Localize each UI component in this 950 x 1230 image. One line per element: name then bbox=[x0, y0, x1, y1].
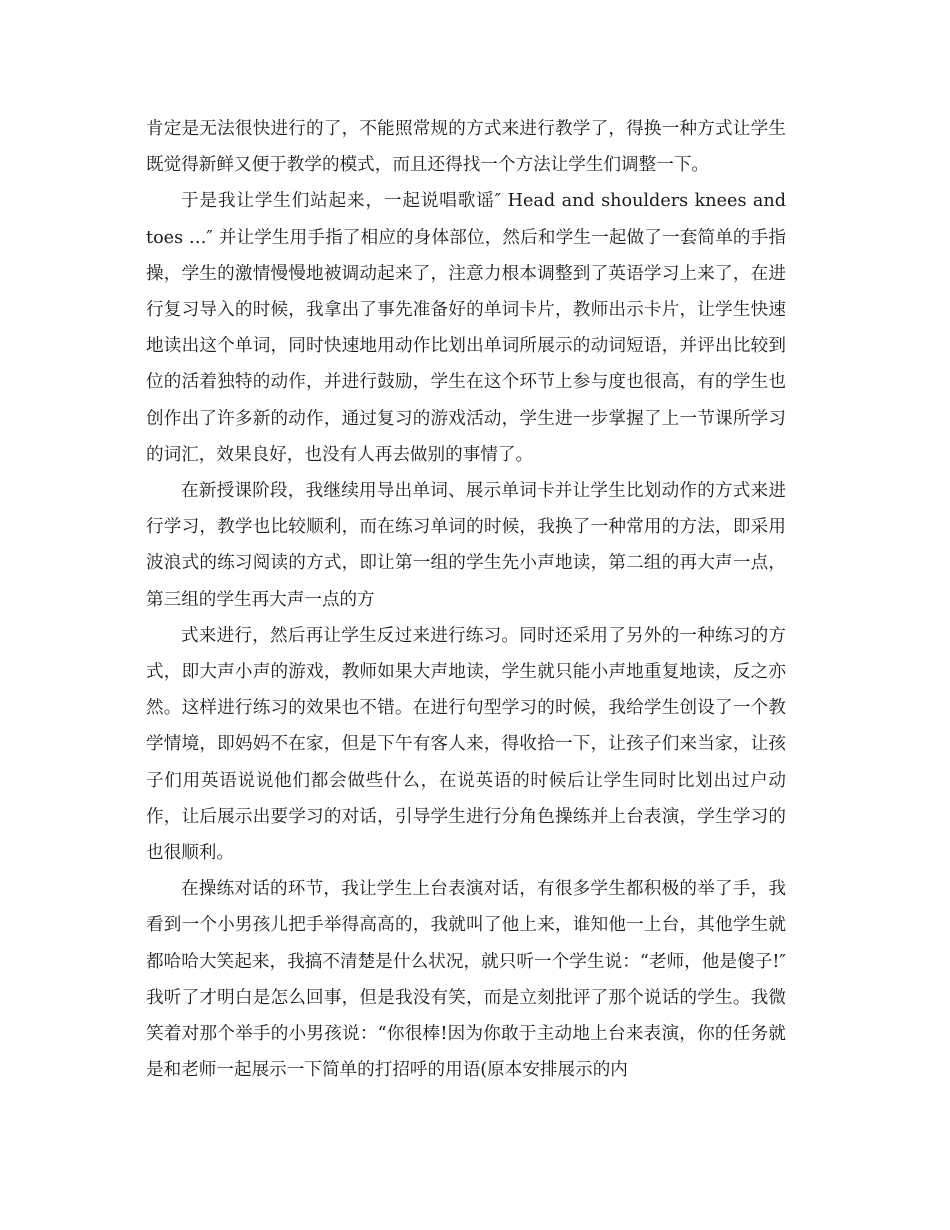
paragraph-1: 肯定是无法很快进行的了，不能照常规的方式来进行教学了，得换一种方式让学生既觉得新鲜又便于教学的模式，而且还得找一个方法让学生们调整一下。 bbox=[146, 119, 786, 176]
paragraph-4: 式来进行，然后再让学生反过来进行练习。同时还采用了另外的一种练习的方式，即大声小声的游戏，教师如果大声地读，学生就只能小声地重复地读，反之亦然。这样进行练习的效果也不错。在进行句型学习的时候，我给学生创设了一个教学情境，即妈妈不在家，但是下午有客人来，得收拾一下，让孩子们来当家，让孩子们用英语说说他们都会做些什么，在说英语的时候后让学生同时比划出过户动作，让后展示出要学习的对话，引导学生进行分角色操练并上台表演，学生学习的也很顺利。 bbox=[146, 625, 786, 864]
paragraph-5: 在操练对话的环节，我让学生上台表演对话，有很多学生都积极的举了手，我看到一个小男孩儿把手举得高高的，我就叫了他上来，谁知他一上台，其他学生就都哈哈大笑起来，我搞不清楚是什么状况，就只听一个学生说：“老师，他是傻子!″ 我听了才明白是怎么回事，但是我没有笑，而是立刻批评了那个说话的学生。我微笑着对那个举手的小男孩说：“你很棒!因为你敢于主动地上台来表演，你的任务就是和老师一起展示一下简单的打招呼的用语(原本安排展示的内 bbox=[146, 879, 786, 1081]
body-text bbox=[146, 111, 786, 1088]
paragraph-2: 于是我让学生们站起来，一起说唱歌谣″ Head and shoulders knees and toes …″ 并让学生用手指了相应的身体部位，然后和学生一起做了一套简单的手指操，学生的激情慢慢地被调动起来了，注意力根本调整到了英语学习上来了，在进行复习导入的时候，我拿出了事先准备好的单词卡片，教师出示卡片，让学生快速地读出这个单词，同时快速地用动作比划出单词所展示的动词短语，并评出比较到位的活着独特的动作，并进行鼓励，学生在这个环节上参与度也很高，有的学生也创作出了许多新的动作，通过复习的游戏活动，学生进一步掌握了上一节课所学习的词汇，效果良好，也没有人再去做别的事情了。 bbox=[146, 191, 786, 465]
paragraph-3: 在新授课阶段，我继续用导出单词、展示单词卡并让学生比划动作的方式来进行学习，教学也比较顺利，而在练习单词的时候，我换了一种常用的方法，即采用波浪式的练习阅读的方式，即让第一组的学生先小声地读，第二组的再大声一点，第三组的学生再大声一点的方 bbox=[146, 481, 786, 610]
